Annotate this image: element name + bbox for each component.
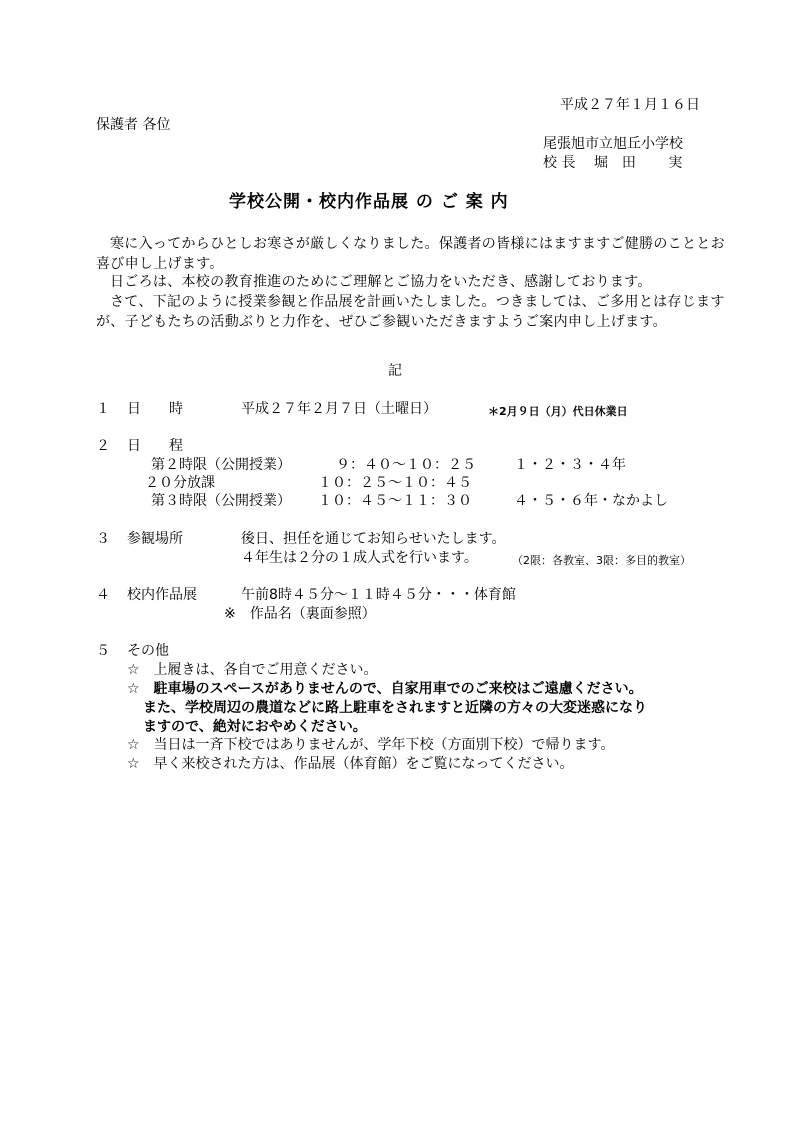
school-name: 尾張旭市立旭丘小学校	[543, 136, 683, 152]
schedule-period: ２０分放課	[145, 475, 215, 491]
document-title: 学校公開・校内作品展 の ご 案 内	[229, 192, 509, 212]
exhibition-time: 午前8時４５分～１１時４５分・・・体育館	[241, 587, 516, 603]
ceremony-location-note: （2限：各教室、3限：多目的教室）	[512, 554, 691, 567]
section-label: その他	[127, 643, 169, 659]
note-parking: ☆ 駐車場のスペースがありませんので、自家用車でのご来校はご遠慮ください。	[127, 681, 643, 697]
schedule-time: １０：２５～１０：４５	[318, 475, 472, 491]
issue-date: 平成２７年１月１６日	[560, 97, 700, 113]
schedule-time: ９：４０～１０：２５	[336, 457, 476, 473]
event-date: 平成２７年２月７日（土曜日）	[241, 401, 437, 417]
intro-paragraph-2: 日ごろは、本校の教育推進のためにご理解とご協力をいただき、感謝しております。	[110, 274, 652, 290]
intro-paragraph-1: 寒に入ってからひとしお寒さが厳しくなりました。保護者の皆様にはますますご健勝のこととお喜び申し上げます。	[96, 236, 725, 272]
section-label: 日 程	[127, 438, 183, 454]
section-number: １	[96, 401, 110, 417]
note-early-arrival: ☆ 早く来校された方は、作品展（体育館）をご覧になってください。	[127, 756, 574, 772]
schedule-period: 第２時限（公開授業）	[151, 457, 291, 473]
schedule-period: 第３時限（公開授業）	[151, 493, 291, 509]
substitute-holiday-note: ＊2月９日（月）代日休業日	[488, 405, 628, 418]
section-number: ３	[96, 531, 110, 547]
section-label: 校内作品展	[127, 587, 197, 603]
note-dismissal: ☆ 当日は一斉下校ではありませんが、学年下校（方面別下校）で帰ります。	[127, 737, 615, 753]
ki-marker: 記	[388, 363, 402, 379]
venue-info: 後日、担任を通じてお知らせいたします。	[241, 531, 506, 547]
intro-paragraph-3: さて、下記のように授業参観と作品展を計画いたしました。つきましては、ご多用とは存じますが、子どもたちの活動ぶりと力作を、ぜひご参観いただきますようご案内申し上げます。	[96, 294, 725, 330]
exhibition-note: ※ 作品名（裏面参照）	[224, 606, 376, 622]
section-number: ５	[96, 643, 110, 659]
section-number: ２	[96, 438, 110, 454]
ceremony-info: ４年生は２分の１成人式を行います。	[241, 550, 478, 566]
note-indoor-shoes: ☆ 上履きは、各自でご用意ください。	[127, 662, 378, 678]
principal-name: 校 長 堀 田 実	[543, 155, 683, 171]
note-parking-cont: また、学校周辺の農道などに路上駐車をされますと近隣の方々の大変迷惑になり	[143, 700, 647, 716]
recipient: 保護者 各位	[96, 117, 171, 133]
note-parking-cont: ますので、絶対におやめください。	[143, 719, 367, 735]
section-label: 参観場所	[127, 531, 183, 547]
section-number: ４	[96, 587, 110, 603]
section-label: 日 時	[127, 401, 183, 417]
schedule-grades: ４・５・６年・なかよし	[514, 493, 668, 509]
schedule-time: １０：４５～１１：３０	[318, 493, 472, 509]
schedule-grades: １・２・３・４年	[514, 457, 626, 473]
